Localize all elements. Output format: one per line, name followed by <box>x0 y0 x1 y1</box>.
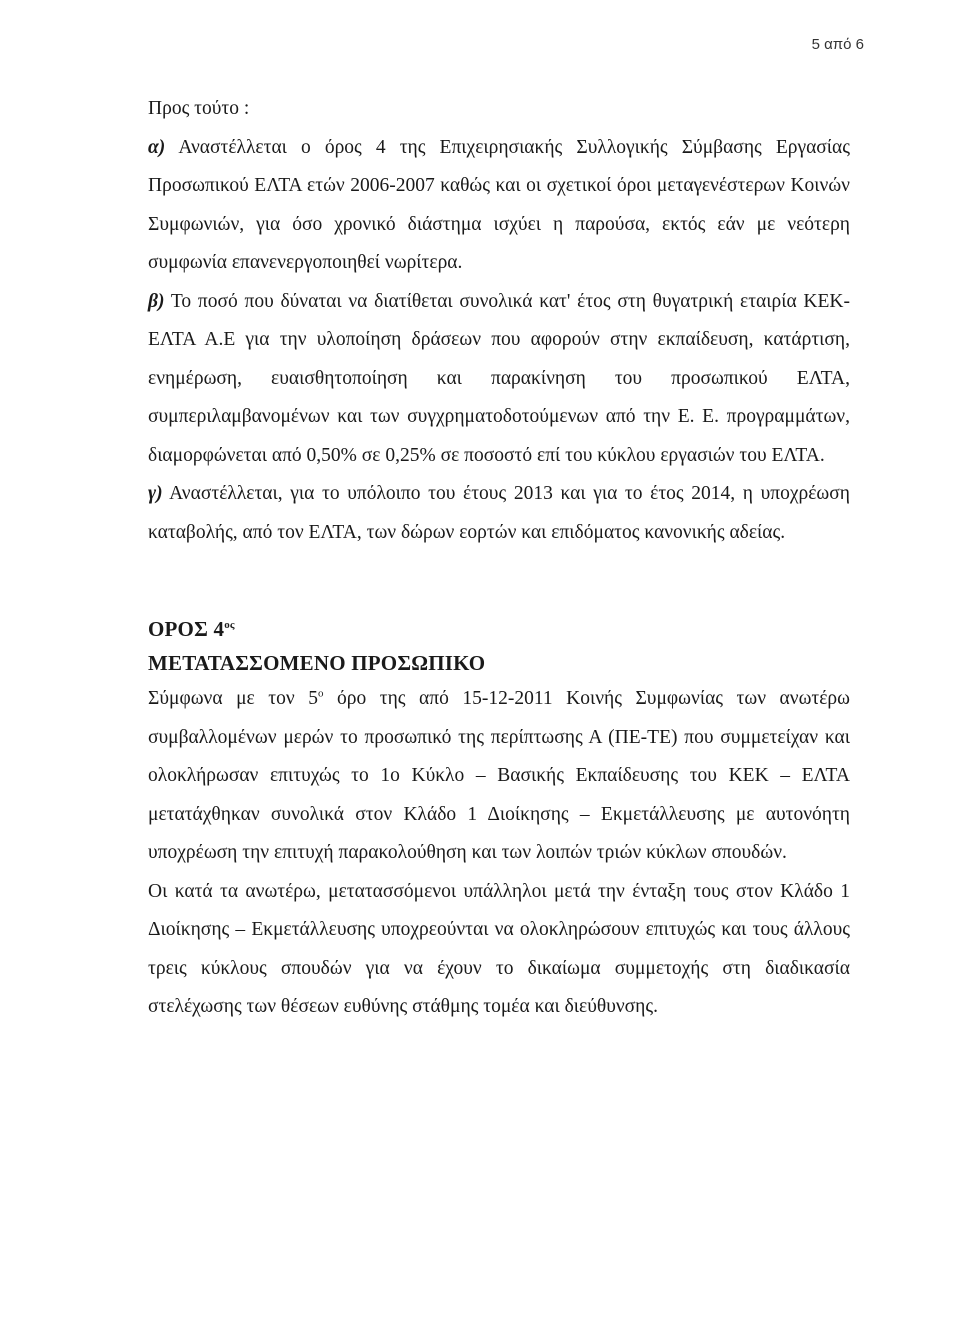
section-paragraph-1: Σύμφωνα με τον $5^o$ όρο της από 15-12-2011 Κοινής Συμφωνίας των ανωτέρω συμβαλλομένων μερών το προσωπικό της περίπτωσης Α (ΠΕ-ΤΕ) που συμμετείχαν και ολοκλήρωσαν επιτυχώς το 1ο Κύκλο – Βασικής Εκπαίδευσης του ΚΕΚ – ΕΛΤΑ μετατάχθηκαν συνολικά στον Κλάδο 1 Διοίκησης – Εκμετάλλευσης με αυτονόητη υποχρέωση την επιτυχή παρακολούθηση και των λοιπών τριών κύκλων σπουδών. <box>148 687 850 863</box>
clause-marker: α) <box>148 136 166 158</box>
clause-marker: β) <box>148 290 165 312</box>
section-paragraph-2: Οι κατά τα ανωτέρω, μετατασσόμενοι υπάλληλοι μετά την ένταξη τους στον Κλάδο 1 Διοίκησης – Εκμετάλλευσης υποχρεούνται να ολοκληρώσουν επιτυχώς και τους άλλους τρεις κύκλους σπουδών για να έχουν το δικαίωμα συμμετοχής στη διαδικασία στελέχωσης των θέσεων ευθύνης στάθμης τομέα και διεύθυνσης. <box>148 880 850 1017</box>
page-number: 5 από 6 <box>811 36 864 53</box>
section-gap <box>148 552 850 612</box>
clause-alpha <box>148 129 850 283</box>
heading-superscript: ος <box>224 619 235 631</box>
section-subheading: ΜΕΤΑΤΑΣΣΟΜΕΝΟ ΠΡΟΣΩΠΙΚΟ <box>148 651 486 675</box>
ordinal-superscript: ο <box>317 687 324 700</box>
clause-gamma <box>148 475 850 552</box>
clause-marker: γ) <box>148 483 163 504</box>
clause-text: Το ποσό που δύναται να διατίθεται συνολικά κατ' έτος στη θυγατρική εταιρία ΚΕΚ-ΕΛΤΑ Α.Ε για την υλοποίηση δράσεων που αφορούν στην εκπαίδευση, κατάρτιση, ενημέρωση, ευαισθητοποίηση και παρακίνηση του προσωπικού ΕΛΤΑ, συμπεριλαμβανομένων και των συγχρηματοδοτούμενων από την Ε. Ε. προγραμμάτων, διαμορφώνεται από 0,50% σε 0,25% σε ποσοστό επί του κύκλου εργασιών του ΕΛΤΑ. <box>148 290 850 466</box>
clause-beta <box>148 283 850 476</box>
clause-text: Αναστέλλεται ο όρος 4 της Επιχειρησιακής Συλλογικής Σύμβασης Εργασίας Προσωπικού ΕΛΤΑ ετών 2006-2007 καθώς και οι σχετικοί όροι μεταγενέστερων Κοινών Συμφωνιών, για όσο χρονικό διάστημα ισχύει η παρούσα, εκτός εάν με νεότερη συμφωνία επανενεργοποιηθεί νωρίτερα. <box>148 136 850 273</box>
section-heading: ΟΡΟΣ $4^{o\varsigma}$ <box>148 617 235 641</box>
clause-text: Αναστέλλεται, για το υπόλοιπο του έτους 2013 και για το έτος 2014, η υποχρέωση καταβολής, από τον ΕΛΤΑ, των δώρων εορτών και επιδόματος κανονικής αδείας. <box>148 483 850 543</box>
intro-line: Προς τούτο : <box>148 98 250 119</box>
document-body <box>148 90 850 1027</box>
